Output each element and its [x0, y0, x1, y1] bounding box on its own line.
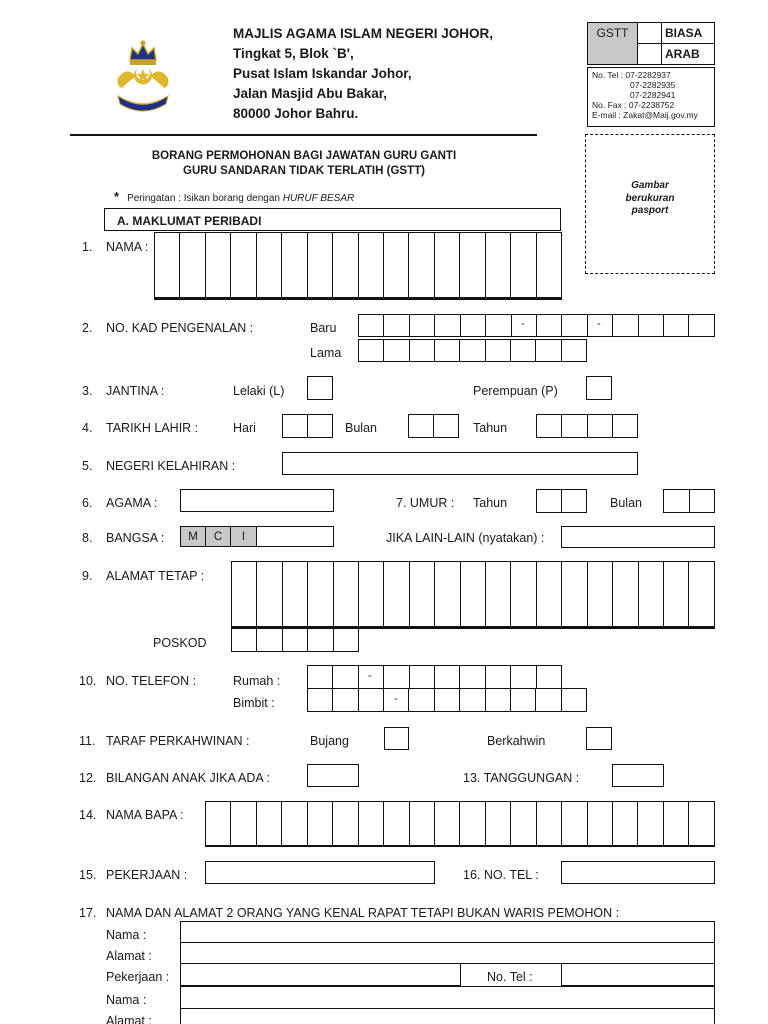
- header-divider: [70, 134, 537, 136]
- f11-num: 11.: [79, 734, 96, 748]
- address-input-grid[interactable]: [231, 561, 715, 629]
- warning-star: *: [114, 189, 120, 204]
- section-a-title: A. MAKLUMAT PERIBADI: [117, 214, 262, 228]
- phone-home-label: Rumah :: [233, 674, 281, 688]
- gstt-code-label: GSTT: [588, 23, 638, 65]
- ref1-address-input[interactable]: [180, 942, 715, 964]
- race-code-c[interactable]: C: [206, 527, 231, 547]
- f1-num: 1.: [82, 240, 93, 254]
- children-count-input[interactable]: [307, 764, 359, 787]
- marital-married-checkbox[interactable]: [586, 727, 612, 750]
- age-year-input[interactable]: [536, 489, 587, 513]
- contact-email: E-mail : Zakat@Maij.gov.my: [592, 110, 698, 120]
- f5-label: NEGERI KELAHIRAN :: [106, 459, 236, 473]
- f11-label: TARAF PERKAHWINAN :: [106, 734, 250, 748]
- f4-label: TARIKH LAHIR :: [106, 421, 199, 435]
- f2-label: NO. KAD PENGENALAN :: [106, 321, 254, 335]
- postcode-input[interactable]: [231, 628, 359, 652]
- dob-month-input[interactable]: [408, 414, 459, 438]
- dob-day-input[interactable]: [282, 414, 333, 438]
- dob-day-label: Hari: [233, 421, 256, 435]
- race-other-input[interactable]: [561, 526, 715, 548]
- father-name-input-grid[interactable]: [205, 801, 715, 847]
- ref2-address-label: Alamat :: [106, 1014, 152, 1024]
- ref1-job-label: Pekerjaan :: [106, 970, 170, 984]
- f14-num: 14.: [79, 808, 97, 822]
- f17-num: 17.: [79, 906, 97, 920]
- age-month-input[interactable]: [663, 489, 715, 513]
- f15-num: 15.: [79, 868, 97, 882]
- contact-tel-2: 07-2282935: [630, 80, 676, 90]
- ic-old-label: Lama: [310, 346, 342, 360]
- org-line-3: Pusat Islam Iskandar Johor,: [233, 66, 412, 81]
- ic-dash-1: -: [521, 318, 525, 330]
- phone-home-input[interactable]: [307, 665, 562, 689]
- contact-fax: No. Fax : 07-2238752: [592, 100, 675, 110]
- ic-dash-2: -: [597, 318, 601, 330]
- gender-male-checkbox[interactable]: [307, 376, 333, 400]
- warning-emphasis: HURUF BESAR: [282, 193, 355, 204]
- race-other-label: JIKA LAIN-LAIN (nyatakan) :: [386, 531, 545, 545]
- f10-label: NO. TELEFON :: [106, 674, 197, 688]
- org-line-1: MAJLIS AGAMA ISLAM NEGERI JOHOR,: [233, 26, 494, 41]
- marital-single-label: Bujang: [310, 734, 349, 748]
- ref1-address-label: Alamat :: [106, 949, 152, 963]
- f2-num: 2.: [82, 321, 93, 335]
- dob-year-input[interactable]: [536, 414, 638, 438]
- ic-new-label: Baru: [310, 321, 337, 335]
- form-title-line-2: GURU SANDARAN TIDAK TERLATIH (GSTT): [183, 165, 425, 177]
- age-month-label: Bulan: [610, 496, 642, 510]
- ref1-name-label: Nama :: [106, 928, 147, 942]
- org-line-4: Jalan Masjid Abu Bakar,: [233, 86, 388, 101]
- birth-state-input[interactable]: [282, 452, 638, 475]
- f13-label: 13. TANGGUNGAN :: [463, 771, 580, 785]
- f3-label: JANTINA :: [106, 384, 165, 398]
- f7-label: 7. UMUR :: [396, 496, 455, 510]
- father-tel-input[interactable]: [561, 861, 715, 884]
- race-code-other[interactable]: [257, 527, 334, 547]
- ref2-name-input[interactable]: [180, 986, 715, 1009]
- organization-address: [233, 24, 493, 124]
- category-code-table: [587, 22, 715, 65]
- phone-mobile-input[interactable]: [307, 688, 587, 712]
- ic-old-input[interactable]: [358, 339, 587, 362]
- postcode-label: POSKOD: [153, 636, 207, 650]
- marital-married-label: Berkahwin: [487, 734, 546, 748]
- f8-label: BANGSA :: [106, 531, 165, 545]
- f1-label: NAMA :: [106, 240, 149, 254]
- f3-num: 3.: [82, 384, 93, 398]
- ref2-address-input[interactable]: [180, 1008, 715, 1024]
- contact-tel: No. Tel : 07-2282937: [592, 70, 671, 80]
- f17-label: NAMA DAN ALAMAT 2 ORANG YANG KENAL RAPAT TETAPI BUKAN WARIS PEMOHON :: [106, 906, 620, 920]
- name-input-grid[interactable]: [154, 232, 562, 300]
- photo-caption-1: Gambar: [631, 180, 669, 191]
- ref1-tel-input[interactable]: [561, 963, 715, 986]
- gender-male-label: Lelaki (L): [233, 384, 285, 398]
- section-a-header: [104, 208, 561, 231]
- phone-mobile-dash: -: [394, 693, 398, 705]
- biasa-checkbox[interactable]: [638, 23, 662, 44]
- arab-checkbox[interactable]: [638, 44, 662, 65]
- race-code-i[interactable]: I: [231, 527, 257, 547]
- ref1-tel-label: No. Tel :: [487, 970, 533, 984]
- f16-label: 16. NO. TEL :: [463, 868, 539, 882]
- form-title-line-1: BORANG PERMOHONAN BAGI JAWATAN GURU GANTI: [151, 150, 457, 162]
- crest-logo: [112, 38, 174, 114]
- age-year-label: Tahun: [473, 496, 508, 510]
- gender-female-checkbox[interactable]: [586, 376, 612, 400]
- f12-label: BILANGAN ANAK JIKA ADA :: [106, 771, 270, 785]
- contact-info-box: [587, 67, 715, 127]
- f4-num: 4.: [82, 421, 93, 435]
- f12-num: 12.: [79, 771, 97, 785]
- ref1-name-input[interactable]: [180, 921, 715, 943]
- warning-text: Peringatan : Isikan borang dengan: [127, 193, 283, 204]
- dob-month-label: Bulan: [345, 421, 377, 435]
- ref2-name-label: Nama :: [106, 993, 147, 1007]
- arab-label: ARAB: [662, 44, 715, 65]
- phone-home-dash: -: [368, 670, 372, 682]
- contact-tel-3: 07-2282941: [630, 90, 676, 100]
- religion-input[interactable]: [180, 489, 334, 512]
- f9-label: ALAMAT TETAP :: [106, 569, 205, 583]
- dependents-input[interactable]: [612, 764, 664, 787]
- photo-caption-3: pasport: [631, 205, 669, 216]
- race-code-m[interactable]: M: [181, 527, 206, 547]
- ref1-job-input[interactable]: [180, 963, 461, 986]
- dob-year-label: Tahun: [473, 421, 508, 435]
- marital-single-checkbox[interactable]: [384, 727, 409, 750]
- f8-num: 8.: [82, 531, 93, 545]
- f6-num: 6.: [82, 496, 93, 510]
- ic-new-input[interactable]: [358, 314, 715, 337]
- org-line-5: 80000 Johor Bahru.: [233, 106, 359, 121]
- f10-num: 10.: [79, 674, 97, 688]
- f9-num: 9.: [82, 569, 93, 583]
- photo-caption-2: berukuran: [625, 192, 675, 204]
- occupation-input[interactable]: [205, 861, 435, 884]
- f6-label: AGAMA :: [106, 496, 158, 510]
- phone-mobile-label: Bimbit :: [233, 696, 275, 710]
- biasa-label: BIASA: [662, 23, 715, 44]
- form-title: [100, 149, 508, 179]
- gender-female-label: Perempuan (P): [473, 384, 558, 398]
- race-code-grid[interactable]: [180, 526, 334, 547]
- warning-note: [114, 189, 354, 204]
- f15-label: PEKERJAAN :: [106, 868, 188, 882]
- f14-label: NAMA BAPA :: [106, 808, 184, 822]
- photo-caption: [585, 180, 715, 218]
- f5-num: 5.: [82, 459, 93, 473]
- org-line-2: Tingkat 5, Blok `B',: [233, 46, 354, 61]
